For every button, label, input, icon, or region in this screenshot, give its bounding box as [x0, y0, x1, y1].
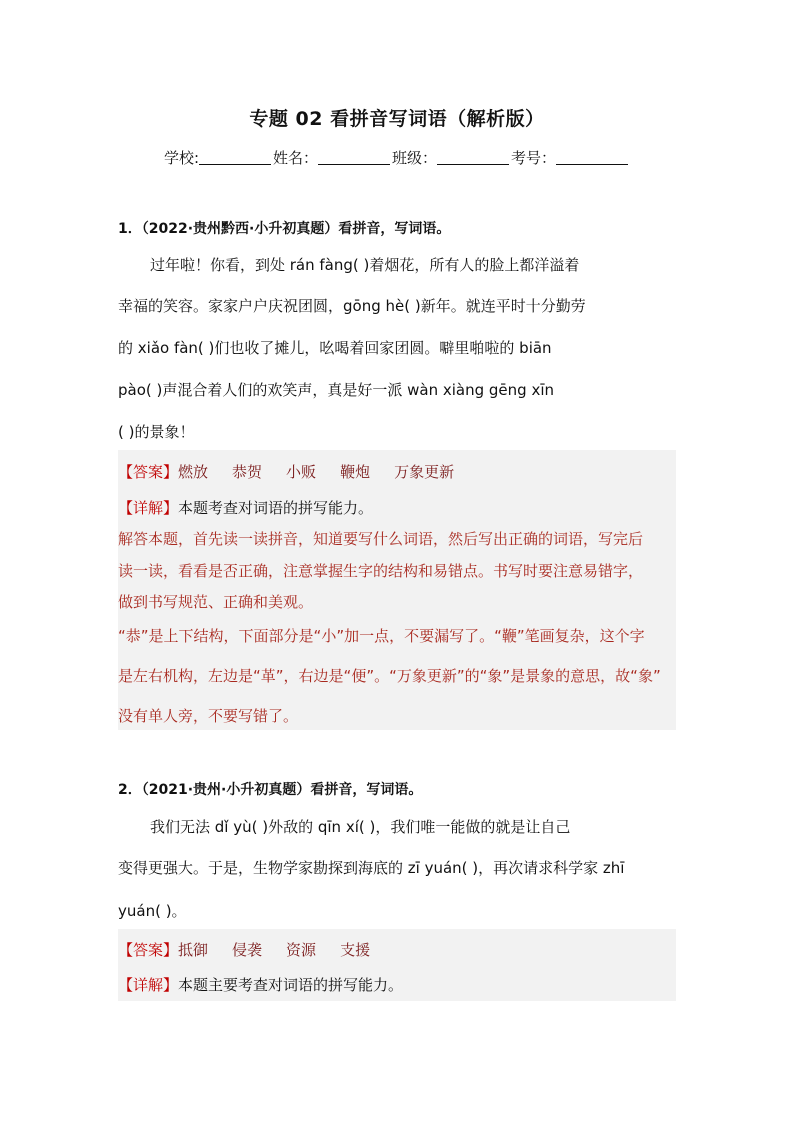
question-2-heading: 2．（2021·贵州·小升初真题）看拼音，写词语。 — [118, 782, 423, 798]
detail-text: 本题考查对词语的拼写能力。 — [178, 499, 374, 517]
answer-word: 鞭炮 — [340, 463, 371, 481]
school-label: 学校: — [163, 149, 199, 167]
name-label: 姓名： — [273, 149, 319, 167]
explanation-line: 做到书写规范、正确和美观。 — [118, 593, 314, 611]
question-2-detail-row — [118, 974, 403, 995]
school-blank[interactable] — [199, 150, 271, 165]
explanation-line: 读一读，看看是否正确，注意掌握生字的结构和易错点。书写时要注意易错字， — [118, 562, 644, 580]
answer-word: 小贩 — [286, 463, 317, 481]
question-1-detail-row — [118, 497, 373, 518]
explanation-line: 是左右机构，左边是“革”，右边是“便”。“万象更新”的“象”是景象的意思，故“象” — [118, 667, 661, 685]
class-label: 班级： — [392, 149, 438, 167]
question-1-line: 的 xiǎo fàn( )们也收了摊儿，吆喝着回家团圆。噼里啪啦的 biān — [118, 339, 552, 357]
number-label: 考号： — [511, 149, 557, 167]
question-1-heading: 1．（2022·贵州黔西·小升初真题）看拼音，写词语。 — [118, 221, 451, 237]
question-2-answer-box — [118, 929, 676, 1001]
question-1-line: ( )的景象！ — [118, 423, 195, 441]
answer-word: 侵袭 — [232, 941, 263, 959]
question-2-line: yuán( )。 — [118, 902, 187, 920]
question-1-line: 幸福的笑容。家家户户庆祝团圆，gōng hè( )新年。就连平时十分勤劳 — [118, 297, 586, 315]
answer-tag: 【答案】 — [118, 941, 179, 959]
detail-tag: 【详解】 — [118, 976, 179, 994]
explanation-line: 解答本题，首先读一读拼音，知道要写什么词语，然后写出正确的词语，写完后 — [118, 530, 644, 548]
answer-word: 燃放 — [178, 463, 209, 481]
answer-word: 资源 — [286, 941, 317, 959]
question-2-answer-row — [118, 939, 394, 960]
name-blank[interactable] — [318, 150, 390, 165]
explanation-line: “恭”是上下结构，下面部分是“小”加一点，不要漏写了。“鞭”笔画复杂，这个字 — [118, 627, 645, 645]
page-title: 专题 02 看拼音写词语（解析版） — [249, 108, 545, 130]
answer-word: 万象更新 — [394, 463, 455, 481]
question-2-line: 我们无法 dǐ yù( )外敌的 qīn xí( )，我们唯一能做的就是让自己 — [150, 818, 571, 836]
question-2-line: 变得更强大。于是，生物学家勘探到海底的 zī yuán( )，再次请求科学家 zhī — [118, 859, 625, 877]
answer-word: 支援 — [340, 941, 371, 959]
number-blank[interactable] — [556, 150, 628, 165]
explanation-line: 没有单人旁，不要写错了。 — [118, 707, 299, 725]
answer-tag: 【答案】 — [118, 463, 179, 481]
question-1-answer-box — [118, 450, 676, 730]
class-blank[interactable] — [437, 150, 509, 165]
question-1-line: 过年啦！你看，到处 rán fàng( )着烟花，所有人的脸上都洋溢着 — [150, 256, 580, 274]
answer-word: 抵御 — [178, 941, 209, 959]
question-1-line: pào( )声混合着人们的欢笑声，真是好一派 wàn xiàng gēng xīn — [118, 381, 554, 399]
student-info-line — [0, 147, 794, 168]
answer-word: 恭贺 — [232, 463, 263, 481]
detail-tag: 【详解】 — [118, 499, 179, 517]
question-1-answer-row — [118, 461, 478, 482]
detail-text: 本题主要考查对词语的拼写能力。 — [178, 976, 404, 994]
